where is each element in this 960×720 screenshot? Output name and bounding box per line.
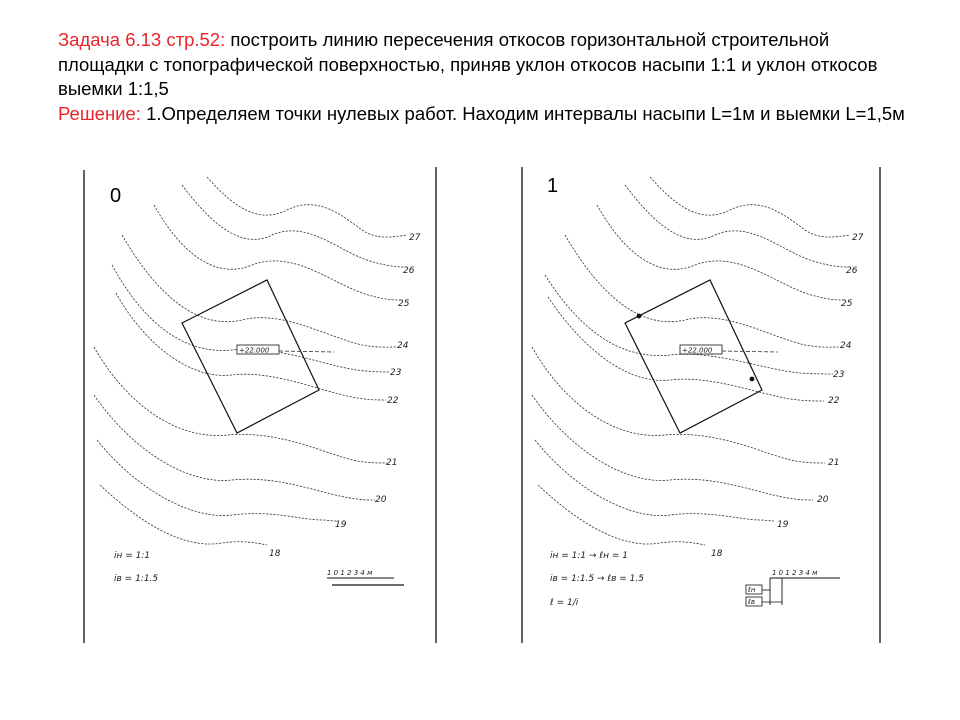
task-label: Задача 6.13 стр.52: — [58, 29, 226, 50]
contour-labels — [711, 233, 864, 559]
note-fill-slope: iн = 1:1 — [114, 551, 151, 561]
interval-diagram — [746, 585, 782, 606]
drawing-panel-1 — [520, 165, 884, 645]
contour-label-22: 22 — [387, 396, 399, 406]
contour-label-26: 26 — [846, 266, 858, 276]
contour-26 — [182, 185, 404, 267]
note-fill-interval: iн = 1:1 → ℓн = 1 — [550, 551, 628, 561]
contour-24 — [565, 235, 839, 347]
contour-lines — [532, 177, 850, 545]
contour-label-26: 26 — [403, 266, 415, 276]
drawing-canvas — [520, 165, 884, 645]
contour-label-23: 23 — [390, 368, 402, 378]
contour-label-27: 27 — [409, 233, 421, 243]
contour-20 — [532, 395, 813, 500]
contour-26 — [625, 185, 847, 267]
contour-18 — [100, 485, 267, 545]
contour-label-20: 20 — [817, 495, 829, 505]
task-heading — [58, 28, 908, 126]
site-mark: +22.000 — [239, 346, 270, 355]
contour-label-19: 19 — [335, 520, 347, 530]
contour-20 — [94, 395, 375, 500]
contour-23 — [545, 275, 833, 374]
contour-27 — [207, 177, 407, 237]
contour-27 — [650, 177, 850, 237]
scale-label: 1 0 1 2 3 4 м — [327, 569, 373, 577]
contour-21 — [94, 347, 387, 463]
note-interval-formula: ℓ = 1/i — [550, 598, 579, 608]
contour-25 — [597, 205, 843, 300]
contour-label-19: 19 — [777, 520, 789, 530]
contour-label-22: 22 — [828, 396, 840, 406]
contour-25 — [154, 205, 400, 300]
contour-label-20: 20 — [375, 495, 387, 505]
contour-labels — [269, 233, 421, 559]
zero-work-point — [637, 314, 642, 319]
site-mark: +22.000 — [682, 346, 713, 355]
contour-label-21: 21 — [386, 458, 398, 468]
zero-work-point — [750, 377, 755, 382]
solution-text: 1.Определяем точки нулевых работ. Находим интервалы насыпи L=1м и выемки L=1,5м — [140, 102, 905, 124]
contour-label-25: 25 — [841, 299, 853, 309]
contour-label-18: 18 — [711, 549, 723, 559]
contour-21 — [532, 347, 825, 463]
solution-label: Решение: — [58, 102, 141, 124]
note-cut-slope: iв = 1:1.5 — [114, 574, 159, 584]
scale-bar — [327, 569, 404, 585]
contour-18 — [538, 485, 705, 545]
contour-label-25: 25 — [398, 299, 410, 309]
contour-label-23: 23 — [833, 370, 845, 380]
drawing-canvas — [82, 165, 438, 645]
contour-24 — [122, 235, 396, 347]
panel-label: 1 — [547, 175, 559, 197]
site-mark-leader — [279, 351, 334, 352]
drawing-panel-0 — [82, 165, 438, 645]
contour-19 — [97, 440, 336, 521]
contour-19 — [535, 440, 774, 521]
note-cut-interval: iв = 1:1.5 → ℓв = 1.5 — [550, 574, 644, 584]
interval-label-cut: ℓв — [748, 598, 756, 606]
contour-label-21: 21 — [828, 458, 840, 468]
site-mark-leader — [722, 351, 778, 352]
contour-label-18: 18 — [269, 549, 281, 559]
interval-label-fill: ℓн — [748, 586, 756, 594]
contour-lines — [94, 177, 407, 545]
construction-site — [625, 280, 762, 433]
contour-label-24: 24 — [397, 341, 409, 351]
task-text: построить линию пересечения откосов горизонтальной строительной площадки с топографической поверхностью, приняв уклон откосов насыпи 1:1 и уклон откосов выемки 1:1,5 — [58, 29, 878, 99]
scale-label: 1 0 1 2 3 4 м — [772, 569, 818, 577]
contour-label-24: 24 — [840, 341, 852, 351]
scale-bar — [770, 569, 840, 605]
contour-label-27: 27 — [852, 233, 864, 243]
panel-label: 0 — [110, 185, 122, 207]
